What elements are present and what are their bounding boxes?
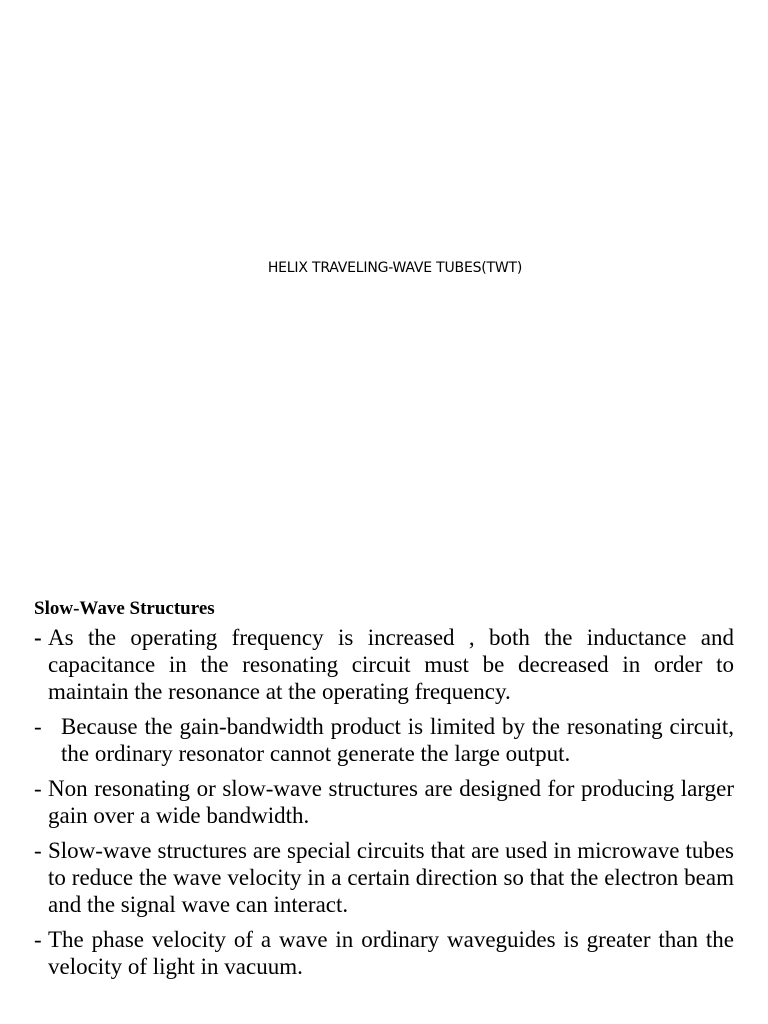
bullet-marker: - (34, 776, 42, 801)
bullet-text: Non resonating or slow-wave structures are designed for producing larger gain over a wide bandwidth. (48, 776, 734, 828)
bullet-text: Because the gain-bandwidth product is limited by the resonating circuit, the ordinary resonator cannot generate the large output. (61, 714, 734, 766)
bullet-marker: - (34, 927, 42, 952)
bullet-marker: - (34, 714, 42, 739)
bullet-item-3 (34, 775, 734, 829)
section-heading: Slow-Wave Structures (34, 598, 215, 619)
bullet-text: The phase velocity of a wave in ordinary waveguides is greater than the velocity of light in vacuum. (48, 927, 734, 979)
bullet-item-5 (34, 926, 734, 980)
bullet-marker: - (34, 838, 42, 863)
bullet-marker: - (34, 625, 42, 650)
page-title: HELIX TRAVELING-WAVE TUBES(TWT) (267, 260, 523, 276)
bullet-item-1 (34, 624, 734, 705)
slow-wave-section (34, 597, 734, 988)
bullet-text: As the operating frequency is increased , both the inductance and capacitance in the resonating circuit must be decreased in order to maintain the resonance at the operating frequency. (48, 625, 734, 704)
bullet-item-4 (34, 837, 734, 918)
bullet-item-2 (34, 713, 734, 767)
bullet-text: Slow-wave structures are special circuits that are used in microwave tubes to reduce the wave velocity in a certain direction so that the electron beam and the signal wave can interact. (48, 838, 734, 917)
